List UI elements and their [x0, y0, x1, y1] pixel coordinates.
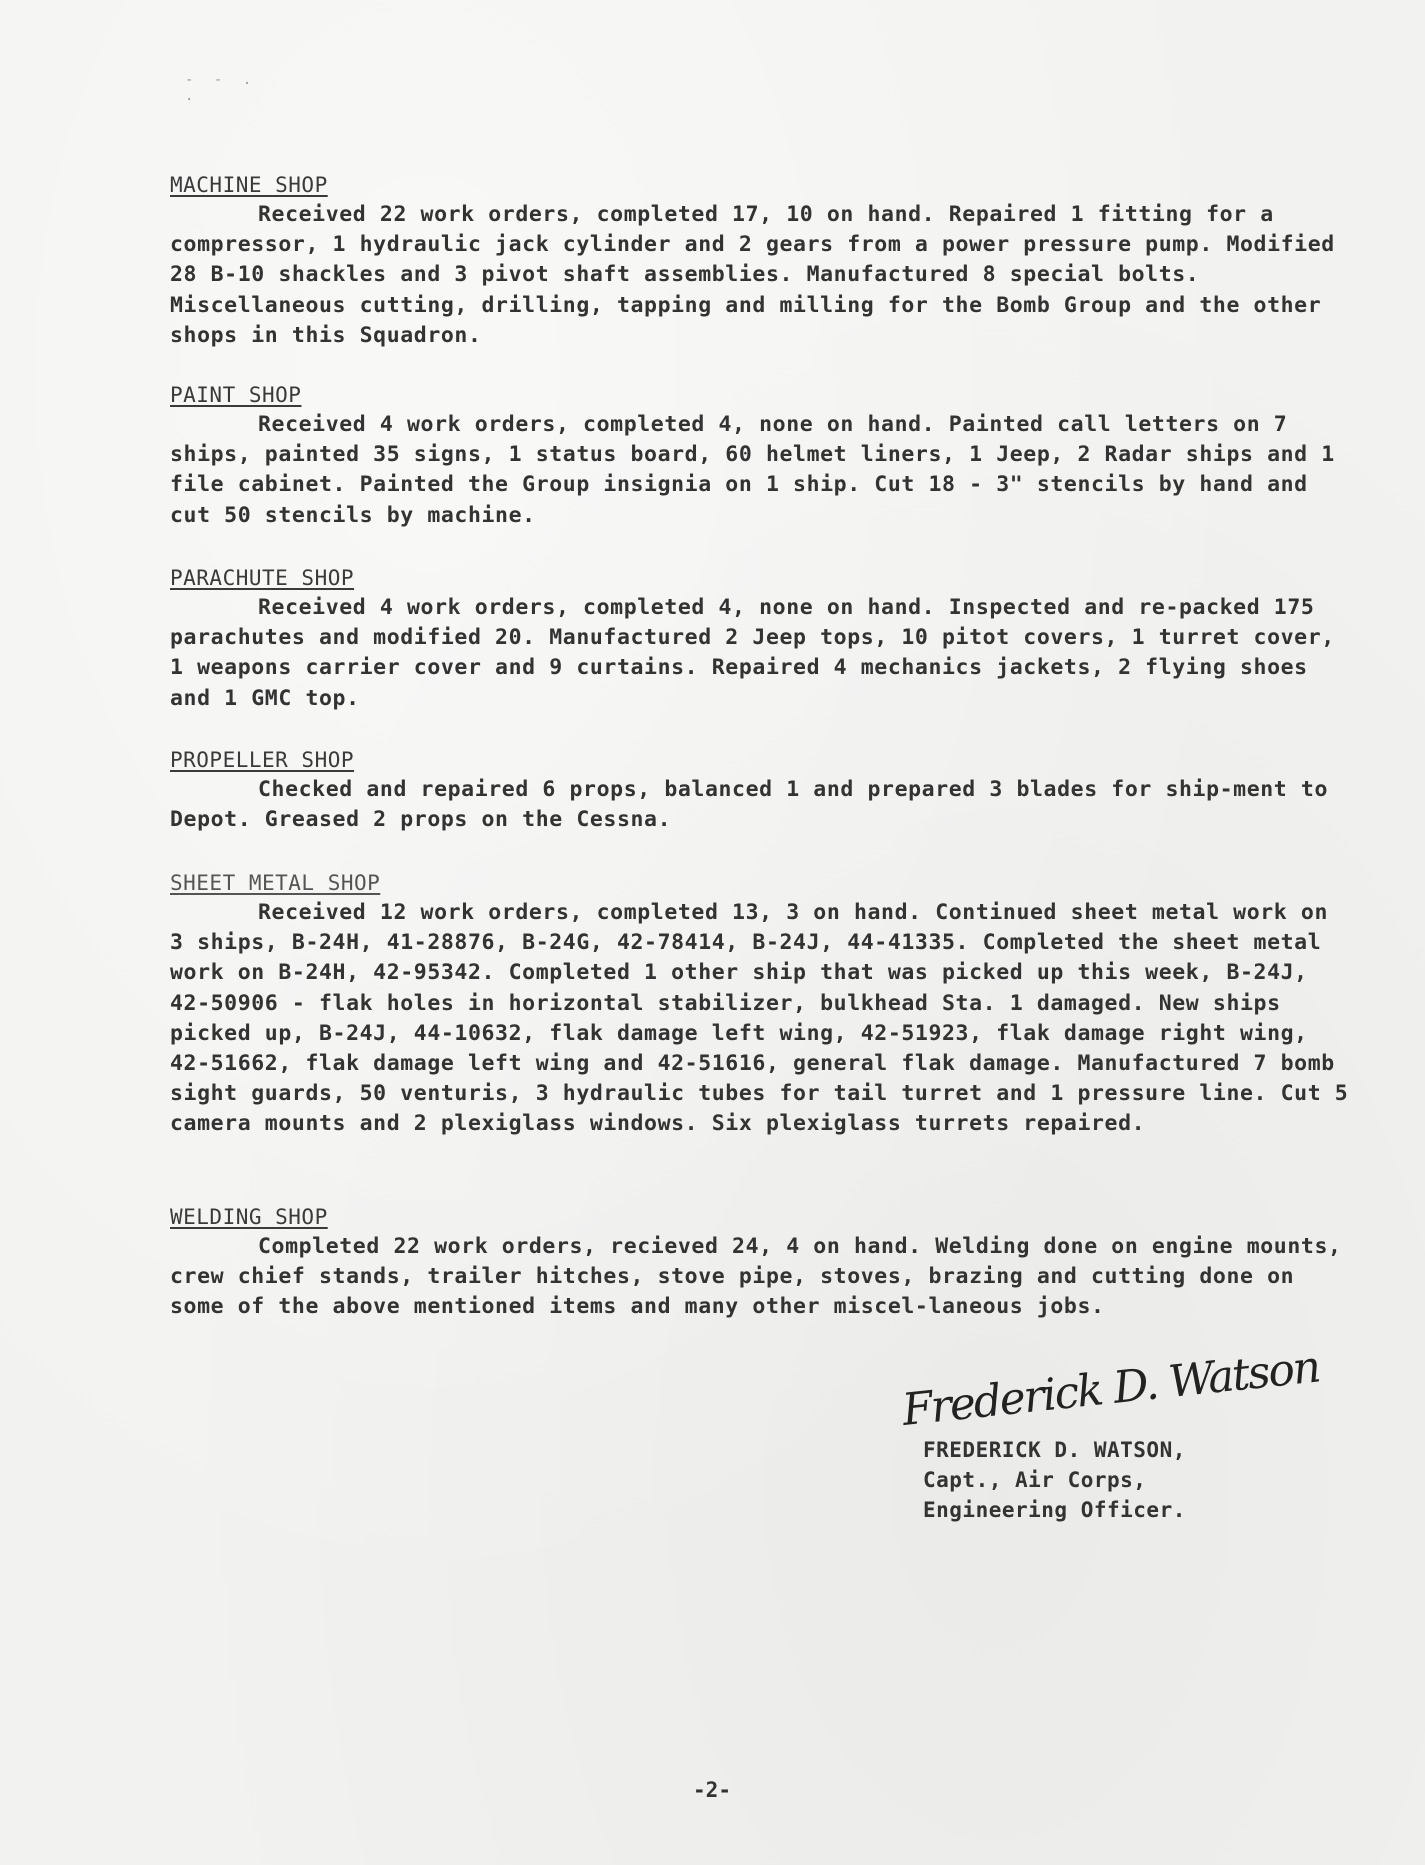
section-sheet-metal-shop	[170, 868, 1355, 1140]
section-body: Completed 22 work orders, recieved 24, 4 on hand. Welding done on engine mounts, crew chief stands, trailer hitches, stove pipe, stoves, brazing and cutting done on some of the above mentioned items and many other miscel-laneous jobs.	[170, 1234, 1342, 1320]
page-number: -2-	[693, 1778, 731, 1802]
section-body: Checked and repaired 6 props, balanced 1 and prepared 3 blades for ship-ment to Depot. Greased 2 props on the Cessna.	[170, 777, 1328, 833]
section-heading: PAINT SHOP	[170, 383, 302, 407]
section-heading: PROPELLER SHOP	[170, 748, 355, 772]
section-body: Received 4 work orders, completed 4, none on hand. Inspected and re-packed 175 parachutes and modified 20. Manufactured 2 Jeep tops, 10 pitot covers, 1 turret cover, 1 weapons carrier cover and 9 curtains. Repaired 4 mechanics jackets, 2 flying shoes and 1 GMC top.	[170, 595, 1335, 711]
section-body: Received 12 work orders, completed 13, 3 on hand. Continued sheet metal work on 3 ships, B-24H, 41-28876, B-24G, 42-78414, B-24J, 44-41335. Completed the sheet metal work on B-24H, 42-95342. Completed 1 other ship that was picked up this week, B-24J, 42-50906 - flak holes in horizontal stabilizer, bulkhead Sta. 1 damaged. New ships picked up, B-24J, 44-10632, flak damage left wing, 42-51923, flak damage right wing, 42-51662, flak damage left wing and 42-51616, general flak damage. Manufactured 7 bomb sight guards, 50 venturis, 3 hydraulic tubes for tail turret and 1 pressure line. Cut 5 camera mounts and 2 plexiglass windows. Six plexiglass turrets repaired.	[170, 900, 1349, 1137]
section-parachute-shop	[170, 563, 1355, 714]
section-machine-shop	[170, 170, 1355, 351]
signature-block	[899, 1341, 1325, 1525]
section-welding-shop	[170, 1202, 1355, 1323]
section-heading: PARACHUTE SHOP	[170, 566, 355, 590]
section-body: Received 4 work orders, completed 4, none on hand. Painted call letters on 7 ships, painted 35 signs, 1 status board, 60 helmet liners, 1 Jeep, 2 Radar ships and 1 file cabinet. Painted the Group insignia on 1 ship. Cut 18 - 3" stencils by hand and cut 50 stencils by machine.	[170, 412, 1335, 528]
section-heading: SHEET METAL SHOP	[170, 871, 381, 895]
section-body: Received 22 work orders, completed 17, 10 on hand. Repaired 1 fitting for a compressor, 1 hydraulic jack cylinder and 2 gears from a power pressure pump. Modified 28 B-10 shackles and 3 pivot shaft assemblies. Manufactured 8 special bolts. Miscellaneous cutting, drilling, tapping and milling for the Bomb Group and the other shops in this Squadron.	[170, 202, 1335, 348]
signatory-title: Engineering Officer.	[923, 1498, 1186, 1522]
section-propeller-shop	[170, 745, 1355, 835]
signatory-name: FREDERICK D. WATSON,	[923, 1438, 1186, 1462]
section-heading: WELDING SHOP	[170, 1205, 328, 1229]
section-heading: MACHINE SHOP	[170, 173, 328, 197]
section-paint-shop	[170, 380, 1355, 531]
header-mark: - - . .	[185, 72, 258, 104]
signatory-rank: Capt., Air Corps,	[923, 1468, 1147, 1492]
handwritten-signature: Frederick D. Watson	[899, 1341, 1322, 1436]
